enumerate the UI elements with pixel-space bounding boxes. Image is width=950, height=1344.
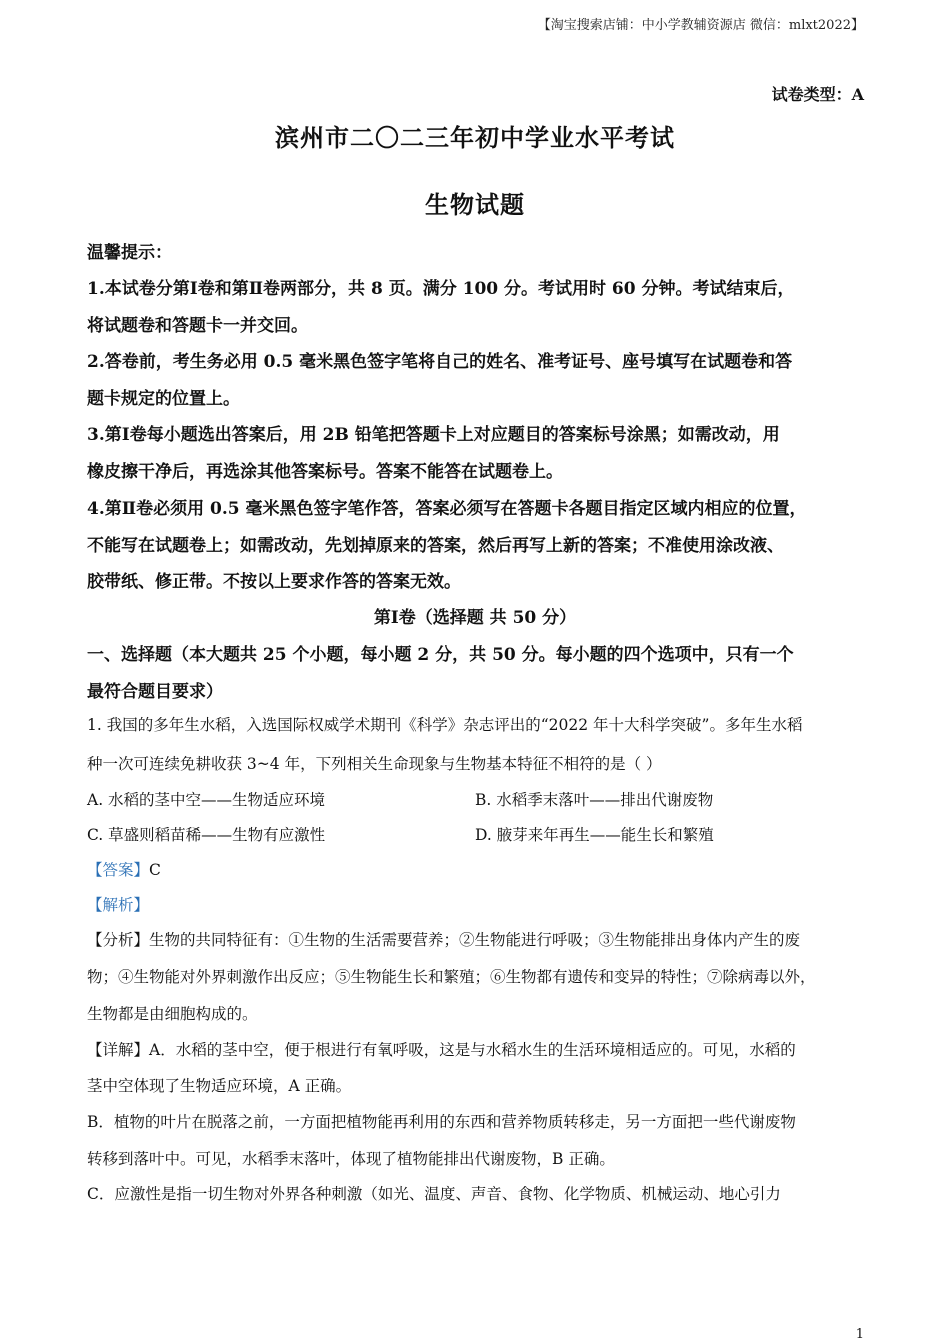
explanation-line: C．应激性是指一切生物对外界各种刺激（如光、温度、声音、食物、化学物质、机械运动、地心引力 <box>87 1185 781 1203</box>
explanation-line: 【分析】生物的共同特征有：①生物的生活需要营养；②生物能进行呼吸；③生物能排出身体内产生的废 <box>87 931 801 949</box>
explanation-line: 生物都是由细胞构成的。 <box>87 1005 258 1023</box>
answer-label: 【答案】 <box>87 861 150 879</box>
answer-line <box>87 858 161 880</box>
part-heading: 一、选择题（本大题共 25 个小题，每小题 2 分，共 50 分。每小题的四个选项中，只有一个 <box>87 645 794 665</box>
tips-heading: 温馨提示： <box>87 243 172 263</box>
explanation-line: 【详解】A．水稻的茎中空，便于根进行有氧呼吸，这是与水稻水生的生活环境相适应的。可见，水稻的 <box>87 1041 796 1059</box>
question-stem: 种一次可连续免耕收获 3~4 年，下列相关生命现象与生物基本特征不相符的是（ ） <box>87 755 662 773</box>
tip-line: 2.答卷前，考生务必用 0.5 毫米黑色签字笔将自己的姓名、准考证号、座号填写在试题卷和答 <box>87 352 793 372</box>
paper-type: 试卷类型：A <box>771 85 864 104</box>
explanation-line: 物；④生物能对外界刺激作出反应；⑤生物能生长和繁殖；⑥生物都有遗传和变异的特性；⑦除病毒以外， <box>87 968 816 986</box>
option-b: B. 水稻季末落叶——排出代谢废物 <box>475 791 714 809</box>
explanation-line: 转移到落叶中。可见，水稻季末落叶，体现了植物能排出代谢废物，B 正确。 <box>87 1150 615 1168</box>
page-subtitle: 生物试题 <box>425 190 525 219</box>
tip-line: 题卡规定的位置上。 <box>87 389 240 409</box>
page-title: 滨州市二〇二三年初中学业水平考试 <box>275 123 675 152</box>
answer-value: C <box>149 861 161 879</box>
part-heading: 最符合题目要求） <box>87 682 223 702</box>
option-c: C. 草盛则稻苗稀——生物有应激性 <box>87 826 326 844</box>
tip-line: 将试题卷和答题卡一并交回。 <box>87 316 308 336</box>
page-number: 1 <box>855 1327 864 1342</box>
explanation-line: B．植物的叶片在脱落之前，一方面把植物能再利用的东西和营养物质转移走，另一方面把一些代谢废物 <box>87 1113 796 1131</box>
tip-line: 1.本试卷分第Ⅰ卷和第Ⅱ卷两部分，共 8 页。满分 100 分。考试用时 60 分钟。考试结束后， <box>87 279 795 299</box>
tip-line: 4.第Ⅱ卷必须用 0.5 毫米黑色签字笔作答，答案必须写在答题卡各题目指定区域内相应的位置， <box>87 499 807 519</box>
question-stem: 1. 我国的多年生水稻，入选国际权威学术期刊《科学》杂志评出的“2022 年十大科学突破”。多年生水稻 <box>87 716 803 734</box>
page-header: 【淘宝搜索店铺：中小学教辅资源店 微信：mlxt2022】 <box>537 18 864 33</box>
explanation-line: 茎中空体现了生物适应环境，A 正确。 <box>87 1077 352 1095</box>
analysis-label: 【解析】 <box>87 896 150 914</box>
section-heading: 第Ⅰ卷（选择题 共 50 分） <box>373 608 577 628</box>
tip-line: 3.第Ⅰ卷每小题选出答案后，用 2B 铅笔把答题卡上对应题目的答案标号涂黑；如需改动，用 <box>87 425 780 445</box>
option-d: D. 腋芽来年再生——能生长和繁殖 <box>475 826 714 844</box>
tip-line: 橡皮擦干净后，再选涂其他答案标号。答案不能答在试题卷上。 <box>87 462 563 482</box>
option-a: A. 水稻的茎中空——生物适应环境 <box>87 791 326 809</box>
tip-line: 不能写在试题卷上；如需改动，先划掉原来的答案，然后再写上新的答案；不准使用涂改液、 <box>87 536 784 556</box>
tip-line: 胶带纸、修正带。不按以上要求作答的答案无效。 <box>87 572 461 592</box>
